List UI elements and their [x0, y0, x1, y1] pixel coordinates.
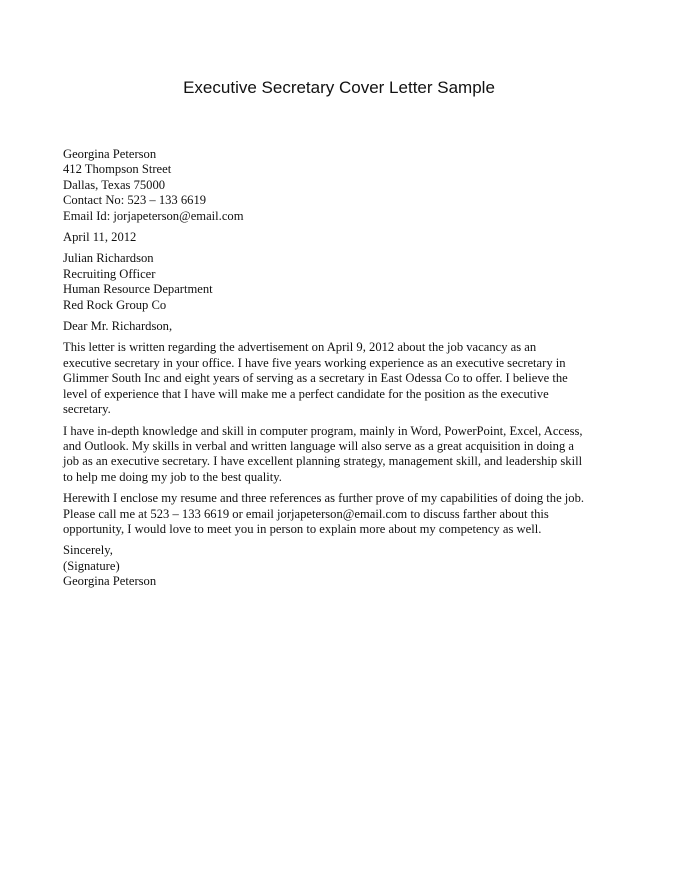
signature-placeholder: (Signature): [63, 558, 120, 573]
closing-name: Georgina Peterson: [63, 574, 157, 589]
letter-date-block: [63, 230, 623, 245]
paragraph-line: opportunity, I would love to meet you in person to explain more about my competency as well.: [63, 521, 542, 536]
paragraph-line: Glimmer South Inc and eight years of serving as a secretary in East Odessa Co to offer. I believe the: [63, 371, 568, 386]
paragraph-line: I have in-depth knowledge and skill in computer program, mainly in Word, PowerPoint, Excel, Access,: [63, 423, 583, 438]
sender-phone: Contact No: 523 – 133 6619: [63, 193, 207, 208]
sender-city: Dallas, Texas 75000: [63, 177, 166, 192]
paragraph-line: and Outlook. My skills in verbal and written language will also serve as a great acquisition in doing a: [63, 438, 574, 453]
closing-block: [63, 543, 623, 589]
letter-body: [63, 147, 623, 590]
sender-street: 412 Thompson Street: [63, 162, 172, 177]
paragraph-line: secretary.: [63, 402, 111, 417]
paragraph-line: to help me doing my job to the best quality.: [63, 469, 282, 484]
document-title: Executive Secretary Cover Letter Sample: [183, 78, 495, 97]
paragraph-line: level of experience that I have will make me a perfect candidate for the position as the executive: [63, 386, 549, 401]
sender-address: [63, 147, 623, 224]
recipient-company: Red Rock Group Co: [63, 297, 167, 312]
paragraph-2: [63, 424, 623, 486]
recipient-title: Recruiting Officer: [63, 266, 156, 281]
paragraph-line: Please call me at 523 – 133 6619 or email jorjapeterson@email.com to discuss farther about this: [63, 506, 549, 521]
recipient-address: [63, 251, 623, 313]
salutation: Dear Mr. Richardson,: [63, 319, 173, 334]
paragraph-1: [63, 340, 623, 417]
salutation-block: [63, 319, 623, 334]
sender-email: Email Id: jorjapeterson@email.com: [63, 208, 244, 223]
letter-date: April 11, 2012: [63, 230, 137, 245]
paragraph-3: [63, 491, 623, 537]
closing-phrase: Sincerely,: [63, 543, 113, 558]
recipient-name: Julian Richardson: [63, 251, 154, 266]
paragraph-line: This letter is written regarding the advertisement on April 9, 2012 about the job vacancy as an: [63, 340, 537, 355]
paragraph-line: job as an executive secretary. I have excellent planning strategy, management skill, and leadership skill: [63, 454, 583, 469]
paragraph-line: Herewith I enclose my resume and three references as further prove of my capabilities of doing the job.: [63, 491, 585, 506]
paragraph-line: executive secretary in your office. I have five years working experience as an executive secretary in: [63, 355, 566, 370]
recipient-department: Human Resource Department: [63, 282, 213, 297]
sender-name: Georgina Peterson: [63, 147, 157, 161]
